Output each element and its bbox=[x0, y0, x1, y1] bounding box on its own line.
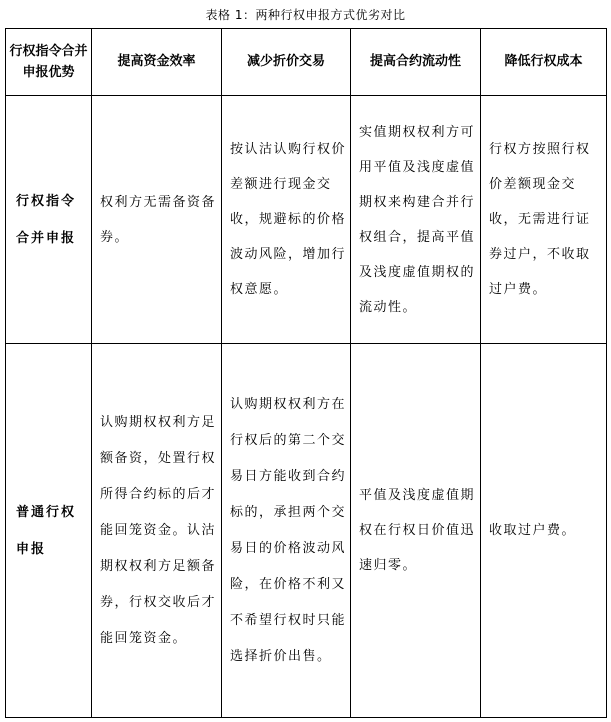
row-label-normal-exercise: 普通行权申报 bbox=[6, 344, 92, 718]
table-cell: 实值期权权利方可用平值及浅度虚值期权来构建合并行权组合，提高平值及浅度虚值期权的流动性。 bbox=[351, 96, 481, 344]
row-label-combined-exercise: 行权指令合并申报 bbox=[6, 96, 92, 344]
header-cell-lower-exercise-cost: 降低行权成本 bbox=[481, 29, 607, 96]
header-cell-capital-efficiency: 提高资金效率 bbox=[92, 29, 222, 96]
table-row bbox=[6, 96, 607, 344]
table-cell: 行权方按照行权价差额现金交收，无需进行证券过户，不收取过户费。 bbox=[481, 96, 607, 344]
table-cell: 认购期权权利方足额备资，处置行权所得合约标的后才能回笼资金。认沽期权权利方足额备券，行权交收后才能回笼资金。 bbox=[92, 344, 222, 718]
table-row bbox=[6, 344, 607, 718]
table-cell: 平值及浅度虚值期权在行权日价值迅速归零。 bbox=[351, 344, 481, 718]
header-cell-reduce-discount-trading: 减少折价交易 bbox=[222, 29, 351, 96]
header-cell-contract-liquidity: 提高合约流动性 bbox=[351, 29, 481, 96]
header-cell-advantage: 行权指令合并申报优势 bbox=[6, 29, 92, 96]
table-caption: 表格 1：两种行权申报方式优劣对比 bbox=[205, 8, 406, 22]
table-cell: 收取过户费。 bbox=[481, 344, 607, 718]
comparison-table bbox=[5, 28, 607, 718]
table-cell: 认购期权权利方在行权后的第二个交易日方能收到合约标的，承担两个交易日的价格波动风险，在价格不利又不希望行权时只能选择折价出售。 bbox=[222, 344, 351, 718]
table-cell: 权利方无需备资备券。 bbox=[92, 96, 222, 344]
header-row bbox=[6, 29, 607, 96]
table-cell: 按认沽认购行权价差额进行现金交收，规避标的价格波动风险，增加行权意愿。 bbox=[222, 96, 351, 344]
